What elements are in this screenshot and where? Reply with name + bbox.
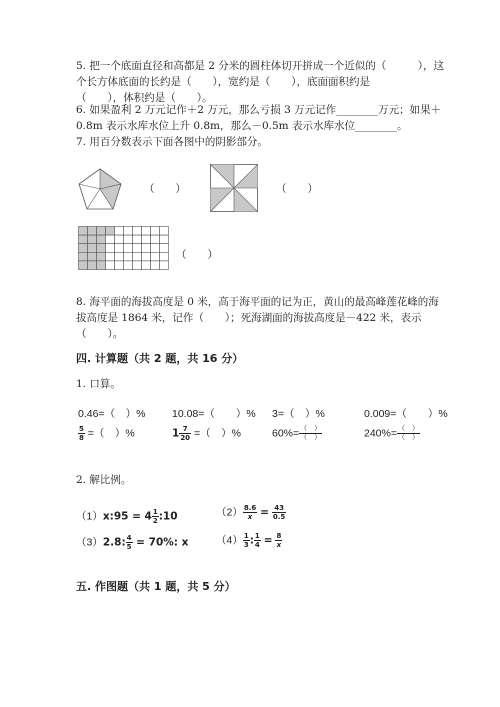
section4-sub2: 2. 解比例。 <box>76 474 132 486</box>
answer-blank-pentagon[interactable]: （ ） <box>144 183 186 195</box>
q6-line1: 6. 如果盈利 2 万元记作＋2 万元，那么亏损 3 万元记作________万元；如果＋ <box>76 104 442 116</box>
grid-cell <box>133 261 142 270</box>
q5-line2: 个长方体底面的长约是（ ），宽约是（ ），底面面积约是 <box>76 76 370 88</box>
grid-cell <box>115 244 124 253</box>
grid-cell-shaded <box>97 235 106 244</box>
grid-cell <box>142 261 151 270</box>
mental-calc-item: 0.009=（ ）% <box>364 408 448 420</box>
grid-cell-shaded <box>97 252 106 261</box>
grid-cell <box>115 235 124 244</box>
grid-cell <box>106 261 115 270</box>
mental-calc-item: 0.46=（ ）% <box>78 408 146 420</box>
section4-sub1: 1. 口算。 <box>76 378 121 390</box>
grid-cell <box>160 227 169 236</box>
mental-calc-item: 3=（ ）% <box>272 408 325 420</box>
grid-cell-shaded <box>79 252 88 261</box>
grid-cell <box>115 252 124 261</box>
grid-cell <box>106 244 115 253</box>
section4-title: 四. 计算题（共 2 题，共 16 分） <box>76 352 244 365</box>
mental-calc-item: 1 $\frac{7}{20}$ =（ ）% <box>172 425 241 442</box>
grid-cell <box>124 235 133 244</box>
grid-cell <box>151 252 160 261</box>
grid-cell <box>151 261 160 270</box>
fraction: $\frac{7}{20}$ <box>180 425 191 442</box>
fraction: $\frac{4}{5}$ <box>126 534 132 551</box>
mental-calc-item: 10.08=（ ）% <box>172 408 256 420</box>
grid-cell <box>124 252 133 261</box>
grid-cell <box>133 244 142 253</box>
grid-cell <box>115 261 124 270</box>
grid-cell <box>133 252 142 261</box>
mental-calc-item: 240%= $\frac{( )}{( )}$ <box>364 425 419 441</box>
grid-cell-shaded <box>79 244 88 253</box>
grid-figure <box>78 226 170 270</box>
fraction: $\frac{( )}{( )}$ <box>300 425 322 441</box>
square-figure <box>210 164 258 212</box>
q6-line2: 0.8m 表示水库水位上升 0.8m，那么－0.5m 表示水库水位________。 <box>76 120 408 132</box>
mental-calc-item: $\frac{5}{8}$ =（ ）% <box>79 425 135 442</box>
grid-cell <box>124 227 133 236</box>
proportion-eq-3: （3）2.8: $\frac{4}{5}$ = 70%: x <box>76 534 189 551</box>
grid-cell <box>151 227 160 236</box>
grid-cell-shaded <box>88 235 97 244</box>
grid-cell <box>133 235 142 244</box>
grid-cell-shaded <box>97 261 106 270</box>
grid-cell-shaded <box>97 227 106 236</box>
q8-line2: 拔高度是 1864 米，记作（ ）；死海湖面的海拔高度是－422 米，表示 <box>76 312 422 324</box>
grid-cell <box>142 227 151 236</box>
grid-cell <box>160 261 169 270</box>
grid-cell-shaded <box>79 227 88 236</box>
section5-title: 五. 作图题（共 1 题，共 5 分） <box>76 580 236 593</box>
fraction: $\frac{8}{x}$ <box>276 532 282 549</box>
grid-cell <box>151 235 160 244</box>
grid-cell <box>106 235 115 244</box>
pentagon-figure <box>78 168 122 210</box>
fraction: $\frac{1}{3}$ <box>243 532 249 549</box>
grid-cell-shaded <box>79 261 88 270</box>
answer-blank-square[interactable]: （ ） <box>276 183 318 195</box>
grid-cell <box>133 227 142 236</box>
grid-cell <box>106 252 115 261</box>
grid-cell <box>160 252 169 261</box>
proportion-eq-2: （2） $\frac{8.6}{x}$ = $\frac{43}{0.5}$ <box>216 504 286 521</box>
grid-cell-shaded <box>88 227 97 236</box>
q7-text: 7. 用百分数表示下面各图中的阴影部分。 <box>76 136 268 148</box>
q5-line1: 5. 把一个底面直径和高都是 2 分米的圆柱体切开拼成一个近似的（ ），这 <box>76 60 444 72</box>
fraction: $\frac{1}{2}$ <box>152 508 158 525</box>
grid-cell <box>142 235 151 244</box>
proportion-eq-4: （4） $\frac{1}{3}$ : $\frac{1}{4}$ = $\frac{8}{x}$ <box>216 532 282 549</box>
grid-cell-shaded <box>88 252 97 261</box>
grid-cell <box>160 235 169 244</box>
q8-line1: 8. 海平面的海拔高度是 0 米，高于海平面的记为正，黄山的最高峰莲花峰的海 <box>76 296 439 308</box>
q8-line3: （ ）。 <box>76 328 124 340</box>
fraction: $\frac{1}{4}$ <box>254 532 260 549</box>
fraction: $\frac{5}{8}$ <box>79 425 84 442</box>
grid-cell <box>142 244 151 253</box>
mental-calc-item: 60%= $\frac{( )}{( )}$ <box>272 425 322 441</box>
grid-cell <box>124 244 133 253</box>
grid-cell-shaded <box>106 227 115 236</box>
fraction: $\frac{8.6}{x}$ <box>243 504 257 521</box>
fraction: $\frac{43}{0.5}$ <box>272 504 286 521</box>
grid-cell <box>115 227 124 236</box>
q5-line3: （ ），体积约是（ ）。 <box>76 92 213 104</box>
grid-cell-shaded <box>88 261 97 270</box>
fraction: $\frac{( )}{( )}$ <box>398 425 419 441</box>
grid-cell <box>142 252 151 261</box>
proportion-eq-1: （1）x:95 = 4 $\frac{1}{2}$ :10 <box>76 508 178 525</box>
grid-cell <box>124 261 133 270</box>
grid-cell <box>160 244 169 253</box>
grid-cell <box>151 244 160 253</box>
grid-cell-shaded <box>79 235 88 244</box>
answer-blank-grid[interactable]: （ ） <box>176 249 218 261</box>
grid-cell-shaded <box>97 244 106 253</box>
grid-cell-shaded <box>88 244 97 253</box>
